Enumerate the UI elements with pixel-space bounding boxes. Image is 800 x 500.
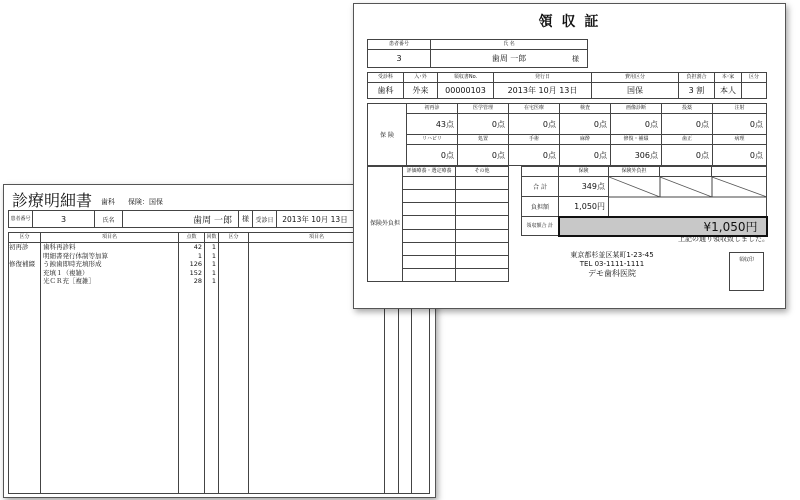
row-count: 1: [211, 260, 216, 268]
hokengai-h-other: その他: [456, 167, 509, 177]
insurance-label: 保険：: [128, 198, 149, 206]
pts-h-shujutsu: 手術: [509, 135, 560, 145]
summary-h-hokengai: 保険外負担: [609, 167, 660, 177]
info-receipt-no: 00000103: [438, 83, 494, 99]
row-points: 28: [193, 277, 202, 285]
hokengai-label: 保険外負担: [368, 167, 403, 282]
row-kubun: 初再診: [9, 243, 29, 251]
pts-h-shisei: 歯正: [662, 135, 713, 145]
col-kubun: 区分: [9, 233, 41, 243]
receipt-title: 領 収 証: [538, 14, 601, 30]
info-kubun: [742, 83, 767, 99]
row-points: 126: [189, 260, 202, 268]
receipt-name-label: 氏 名: [431, 40, 588, 50]
row-count: 1: [211, 251, 216, 260]
receipt-patient-name: 歯周 一郎: [491, 54, 527, 63]
row-points: 42: [193, 243, 202, 251]
pts-h-gazo: 画像診断: [611, 104, 662, 114]
info-issue-date: 2013年 10月 13日: [494, 83, 592, 99]
pts-h-shochi: 処置: [458, 135, 509, 145]
visit-date: 2013年 10月 13日: [277, 211, 354, 228]
info-cost-type: 国保: [592, 83, 679, 99]
pts-masui: 0点: [560, 145, 611, 166]
row-points: 152: [189, 268, 202, 277]
row-kubun: 修復補綴: [9, 260, 35, 268]
pts-gazo: 0点: [611, 114, 662, 135]
row-kubun: [9, 277, 40, 286]
pts-toyaku: 0点: [662, 114, 713, 135]
hoken-label: 保 険: [368, 104, 407, 166]
pts-h-chusha: 注射: [713, 104, 767, 114]
pts-h-kensa: 検査: [560, 104, 611, 114]
pts-igaku: 0点: [458, 114, 509, 135]
pts-kensa: 0点: [560, 114, 611, 135]
info-h-cost-type: 費用区分: [592, 73, 679, 83]
info-h-issue-date: 発行日: [494, 73, 592, 83]
diagonal-lines: [609, 177, 767, 217]
pts-h-hotetsu: 修復・補綴: [611, 135, 662, 145]
col-kubun-2: 区分: [219, 233, 249, 243]
receipt-patient-table: [367, 39, 588, 68]
patient-no-label: 患者番号: [9, 211, 33, 228]
pts-h-zaitaku: 在宅医療: [509, 104, 560, 114]
diagonal-cells: [609, 177, 767, 217]
row-item: 充填１（複雑）: [43, 268, 89, 277]
row-item: う蝕歯即時充填形成: [43, 260, 102, 268]
clinic-name: デモ歯科医院: [588, 269, 636, 278]
meisai-title: 診療明細書: [12, 191, 93, 210]
receipt-sama: 様: [572, 55, 579, 63]
info-h-ratio: 負担割合: [679, 73, 715, 83]
stamp-box: [729, 252, 764, 291]
summary-h-hoken: 保険: [559, 167, 609, 177]
meisai-header-table: [8, 210, 354, 228]
pts-zaitaku: 0点: [509, 114, 560, 135]
receipt-sheet: [353, 3, 786, 309]
info-h-kubun: 区分: [742, 73, 767, 83]
row-kubun: [9, 269, 40, 278]
stamp-label: 領収印: [738, 257, 754, 263]
row-count: 1: [211, 243, 216, 251]
pts-shochi: 0点: [458, 145, 509, 166]
receipt-hokengai-table: [367, 166, 509, 282]
received-note: 上記の通り領収致しました。: [678, 235, 769, 243]
pts-shujutsu: 0点: [509, 145, 560, 166]
info-honke: 本人: [715, 83, 742, 99]
clinic-tel: TEL 03-1111-1111: [579, 260, 645, 268]
info-dept: 歯科: [368, 83, 404, 99]
col-item-2: 項目名: [249, 233, 385, 243]
pts-h-byori: 病理: [713, 135, 767, 145]
pts-chusha: 0点: [713, 114, 767, 135]
row-item: 光ＣＲ充［複雑］: [43, 277, 95, 285]
row-count: 1: [211, 277, 216, 285]
receipt-info-table: [367, 72, 767, 99]
pts-h-rehab: リハビリ: [407, 135, 458, 145]
receipt-points-table: [367, 103, 767, 166]
col-points: 点数: [179, 233, 205, 243]
ryoshu-label: 領収額合 計: [522, 217, 559, 236]
visit-date-label: 受診日: [253, 211, 277, 228]
receipt-patient-no-label: 患者番号: [368, 40, 431, 50]
clinic-address: 東京都杉並区某町1-23-45: [570, 251, 654, 259]
info-inout: 外来: [404, 83, 438, 99]
receipt-summary-table: [521, 166, 768, 237]
row-count: 1: [211, 268, 216, 277]
futan-value: 1,050円: [559, 197, 609, 217]
receipt-patient-no: 3: [368, 50, 431, 68]
col-count: 回数: [205, 233, 219, 243]
col-item: 項目名: [41, 233, 179, 243]
info-h-inout: 入･外: [404, 73, 438, 83]
pts-shosaishin: 43点: [407, 114, 458, 135]
ryoshu-total: ¥1,050円: [559, 217, 767, 236]
pts-byori: 0点: [713, 145, 767, 166]
insurance-value: 国保: [149, 198, 163, 206]
patient-no: 3: [33, 211, 95, 228]
patient-name: 歯周 一郎: [123, 211, 239, 228]
info-h-dept: 受診科: [368, 73, 404, 83]
row-points: 1: [197, 251, 202, 260]
pts-h-masui: 麻酔: [560, 135, 611, 145]
name-label: 氏名: [95, 211, 123, 228]
row-item: 歯科再診料: [43, 243, 76, 251]
total-value: 349点: [559, 177, 609, 197]
pts-h-shosaishin: 初再診: [407, 104, 458, 114]
hokengai-h-hyoka: 評価療養・選定療養: [403, 167, 456, 177]
sama-label: 様: [239, 211, 253, 228]
pts-shisei: 0点: [662, 145, 713, 166]
row-kubun: [9, 252, 40, 261]
info-h-receipt-no: 領収書No.: [438, 73, 494, 83]
pts-h-toyaku: 投薬: [662, 104, 713, 114]
total-label: 合 計: [522, 177, 559, 197]
row-item: 明細書発行体制等加算: [43, 251, 108, 260]
info-ratio: 3 割: [679, 83, 715, 99]
futan-label: 負担額: [522, 197, 559, 217]
pts-hotetsu: 306点: [611, 145, 662, 166]
pts-h-igaku: 医学管理: [458, 104, 509, 114]
pts-rehab: 0点: [407, 145, 458, 166]
meisai-dept: 歯科: [101, 198, 115, 206]
info-h-honke: 本･家: [715, 73, 742, 83]
